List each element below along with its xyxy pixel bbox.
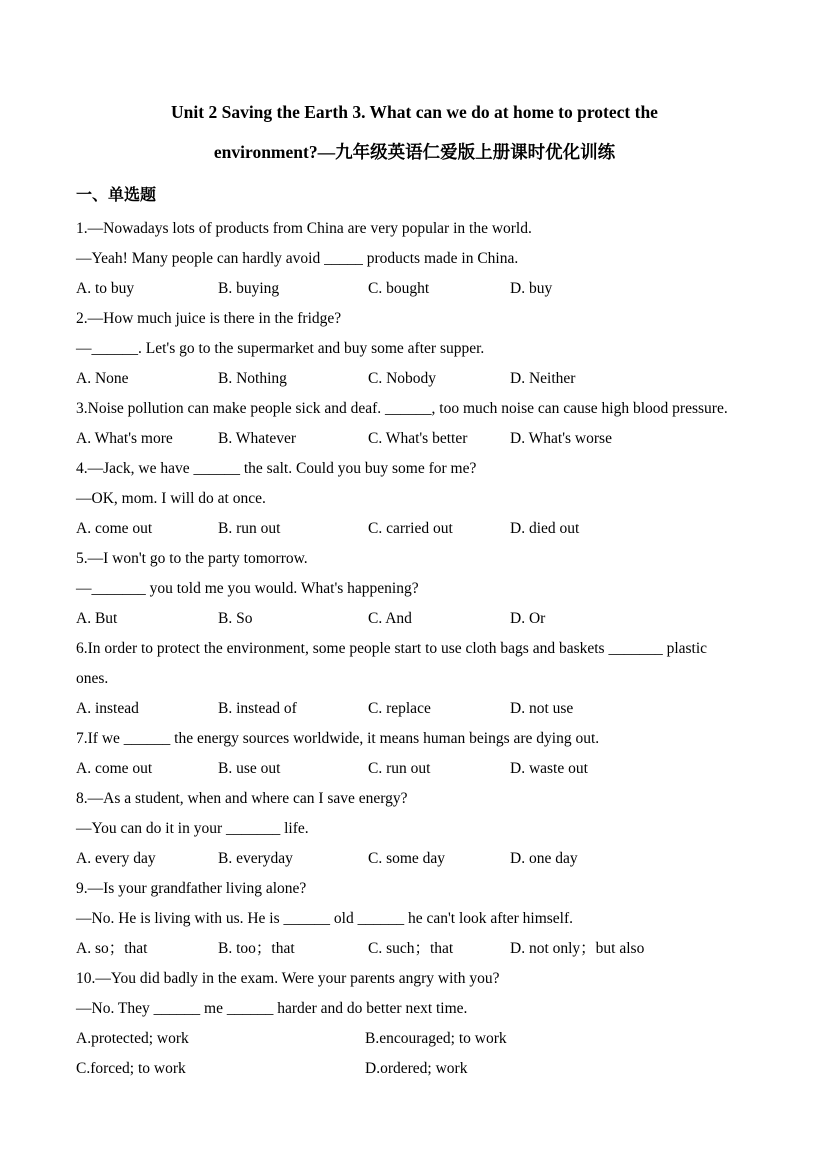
option: A. come out: [76, 760, 153, 777]
question-5: [76, 544, 753, 634]
option: A. to buy: [76, 280, 135, 297]
option: A. What's more: [76, 430, 173, 447]
option: B. instead of: [218, 700, 297, 717]
option: C. Nobody: [368, 370, 437, 387]
option: B. Nothing: [218, 370, 287, 387]
option: D. buy: [510, 280, 553, 297]
option-row: [76, 1054, 753, 1084]
question-text-line: 4.—Jack, we have ______ the salt. Could you buy some for me?: [76, 460, 477, 477]
question-text-line: —Yeah! Many people can hardly avoid _____ products made in China.: [76, 250, 519, 267]
question-text-line: —You can do it in your _______ life.: [76, 820, 309, 837]
question-10: [76, 964, 753, 1084]
option: B. use out: [218, 760, 281, 777]
question-text-line: 1.—Nowadays lots of products from China are very popular in the world.: [76, 220, 532, 237]
option: C. bought: [368, 280, 430, 297]
question-list: [76, 214, 753, 1084]
section-heading: 一、单选题: [76, 187, 157, 204]
option: C. And: [368, 610, 412, 627]
question-text-line: —______. Let's go to the supermarket and buy some after supper.: [76, 340, 485, 357]
option: A. every day: [76, 850, 156, 867]
question-text-line: —_______ you told me you would. What's happening?: [76, 580, 419, 597]
option: A. so；that: [76, 940, 148, 957]
option: D. not use: [510, 700, 574, 717]
question-text-line: 6.In order to protect the environment, some people start to use cloth bags and baskets _______ plastic: [76, 640, 708, 657]
option: D. died out: [510, 520, 580, 537]
option: D. not only；but also: [510, 940, 645, 957]
option: D. one day: [510, 850, 578, 867]
option: D. waste out: [510, 760, 588, 777]
question-text-line: —No. They ______ me ______ harder and do better next time.: [76, 1000, 468, 1017]
option-row: [76, 754, 753, 784]
question-3: [76, 394, 753, 454]
option: C. some day: [368, 850, 446, 867]
option: B. too；that: [218, 940, 295, 957]
option-row: [76, 934, 753, 964]
option: B.encouraged; to work: [365, 1030, 507, 1047]
option: A. instead: [76, 700, 139, 717]
question-text-line: 9.—Is your grandfather living alone?: [76, 880, 307, 897]
option: C. run out: [368, 760, 431, 777]
option-row: [76, 604, 753, 634]
question-text-line: —No. He is living with us. He is ______ old ______ he can't look after himself.: [76, 910, 574, 927]
question-text-line: —OK, mom. I will do at once.: [76, 490, 266, 507]
option: A.protected; work: [76, 1030, 189, 1047]
option-row: [76, 424, 753, 454]
option: C.forced; to work: [76, 1060, 186, 1077]
option: B. buying: [218, 280, 280, 297]
option-row: [76, 364, 753, 394]
option: D. What's worse: [510, 430, 612, 447]
option: B. Whatever: [218, 430, 297, 447]
question-text-line: 7.If we ______ the energy sources worldwide, it means human beings are dying out.: [76, 730, 600, 747]
question-text-line: 8.—As a student, when and where can I save energy?: [76, 790, 408, 807]
question-4: [76, 454, 753, 544]
option-row: [76, 694, 753, 724]
option-row: [76, 514, 753, 544]
question-text-line: 5.—I won't go to the party tomorrow.: [76, 550, 308, 567]
document-title: [76, 92, 753, 172]
document-title-line2: environment?—九年级英语仁爱版上册课时优化训练: [213, 142, 616, 162]
option-row: [76, 1024, 753, 1054]
question-1: [76, 214, 753, 304]
document-title-line1: Unit 2 Saving the Earth 3. What can we do at home to protect the: [171, 102, 658, 122]
question-7: [76, 724, 753, 784]
option-row: [76, 844, 753, 874]
option: A. None: [76, 370, 129, 387]
option: A. But: [76, 610, 118, 627]
question-text-line: 2.—How much juice is there in the fridge?: [76, 310, 342, 327]
option: D.ordered; work: [365, 1060, 468, 1077]
option: D. Or: [510, 610, 546, 627]
question-2: [76, 304, 753, 394]
option: B. run out: [218, 520, 281, 537]
option: C. What's better: [368, 430, 468, 447]
question-6: [76, 634, 753, 724]
option: A. come out: [76, 520, 153, 537]
question-8: [76, 784, 753, 874]
option: C. such；that: [368, 940, 454, 957]
question-text-line: ones.: [76, 670, 109, 687]
question-text-line: 3.Noise pollution can make people sick and deaf. ______, too much noise can cause high blood pressure.: [76, 400, 728, 417]
question-9: [76, 874, 753, 964]
option: C. carried out: [368, 520, 453, 537]
option: B. everyday: [218, 850, 293, 867]
question-text-line: 10.—You did badly in the exam. Were your parents angry with you?: [76, 970, 500, 987]
option: D. Neither: [510, 370, 576, 387]
option: B. So: [218, 610, 253, 627]
option-row: [76, 274, 753, 304]
option: C. replace: [368, 700, 431, 717]
